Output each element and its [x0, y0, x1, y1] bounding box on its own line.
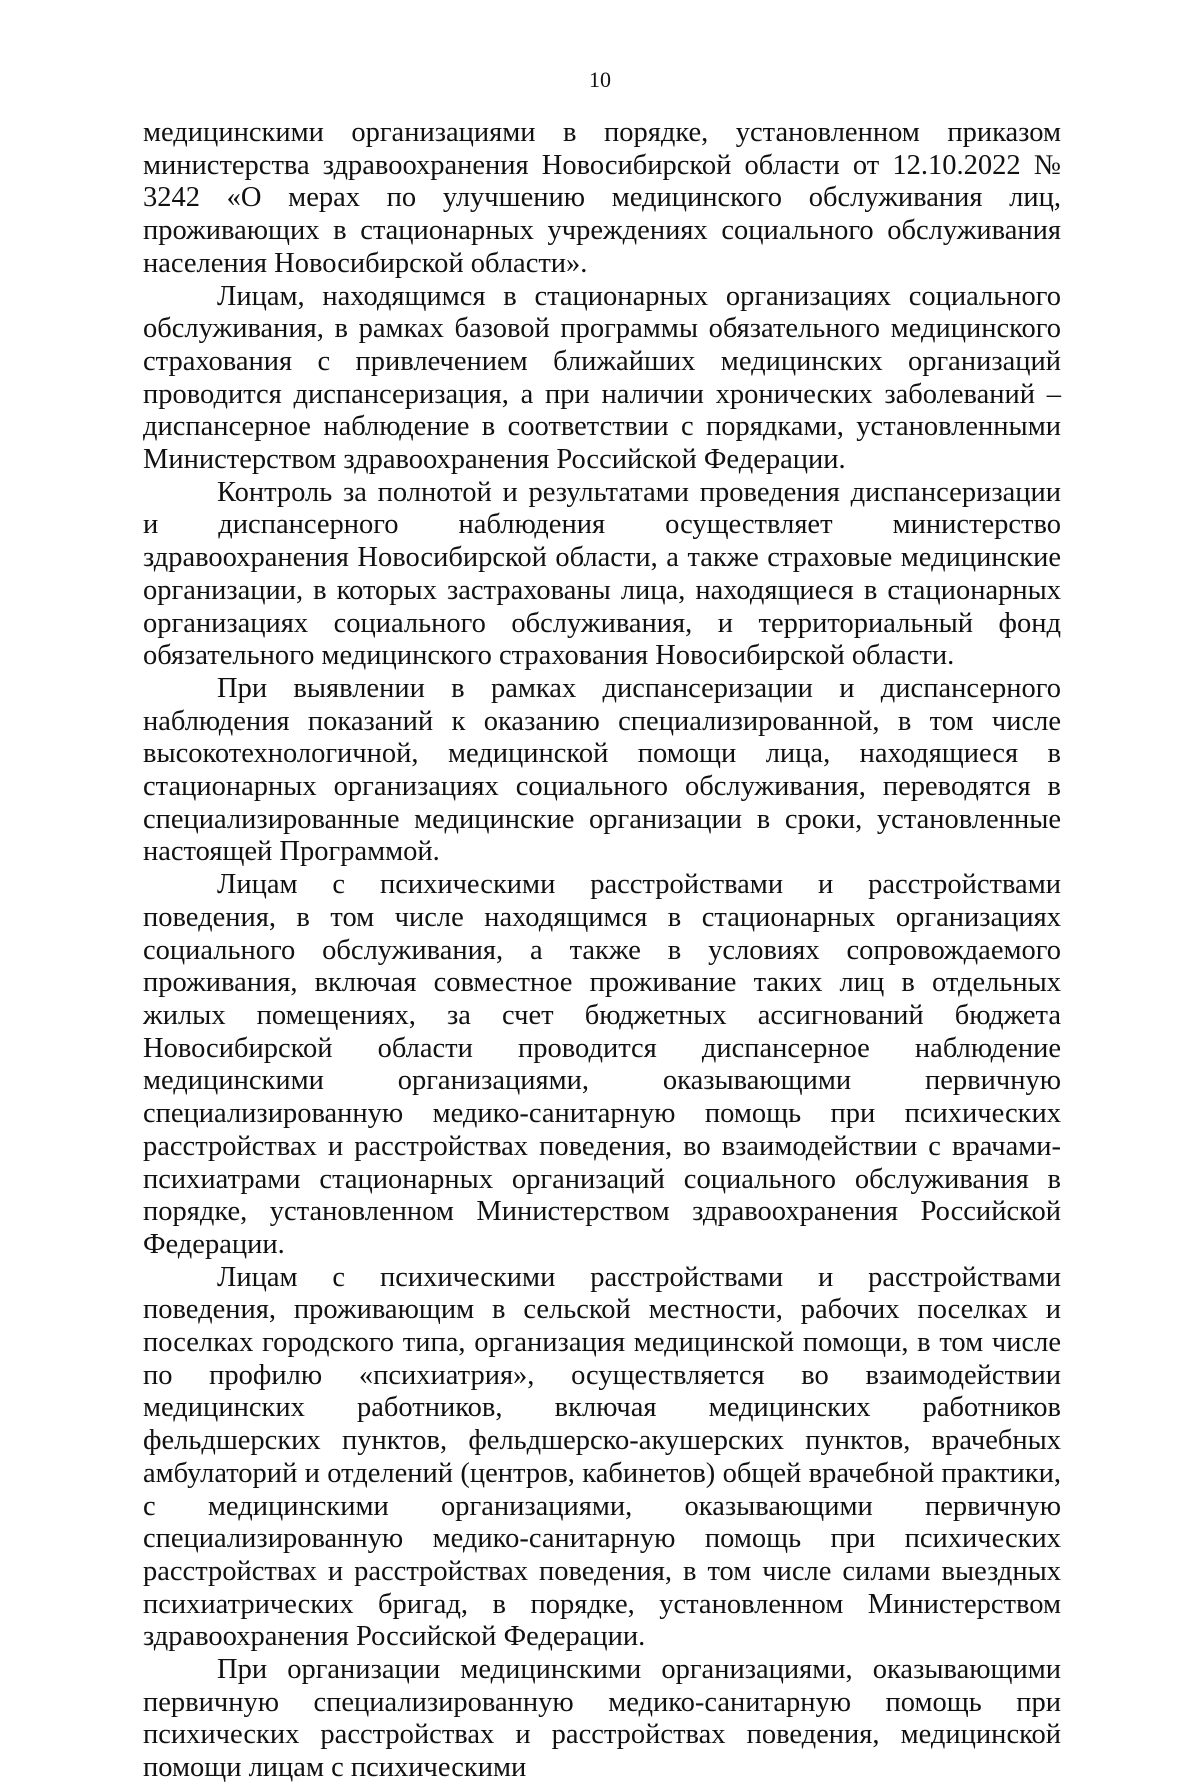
paragraph-1: медицинскими организациями в порядке, установленном приказом министерства здравоохранения Новосибирской области от 12.10.2022 № 3242 «О мерах по улучшению медицинского обслуживания лиц, проживающих в стационарных учреждениях социального обслуживания населения Новосибирской области». [143, 117, 1061, 279]
document-body [143, 117, 1061, 1785]
paragraph-3: Контроль за полнотой и результатами проведения диспансеризации и диспансерного наблюдения осуществляет министерство здравоохранения Новосибирской области, а также страховые медицинские организации, в которых застрахованы лица, находящиеся в стационарных организациях социального обслуживания, и территориальный фонд обязательного медицинского страхования Новосибирской области. [143, 476, 1061, 672]
paragraph-6: Лицам с психическими расстройствами и расстройствами поведения, проживающим в сельской местности, рабочих поселках и поселках городского типа, организация медицинской помощи, в том числе по профилю «психиатрия», осуществляется во взаимодействии медицинских работников, включая медицинских работников фельдшерских пунктов, фельдшерско-акушерских пунктов, врачебных амбулаторий и отделений (центров, кабинетов) общей врачебной практики, с медицинскими организациями, оказывающими первичную специализированную медико-санитарную помощь при психических расстройствах и расстройствах поведения, в том числе силами выездных психиатрических бригад, в порядке, установленном Министерством здравоохранения Российской Федерации. [143, 1261, 1061, 1653]
page-number: 10 [589, 67, 611, 92]
paragraph-5: Лицам с психическими расстройствами и расстройствами поведения, в том числе находящимся в стационарных организациях социального обслуживания, а также в условиях сопровождаемого проживания, включая совместное проживание таких лиц в отдельных жилых помещениях, за счет бюджетных ассигнований бюджета Новосибирской области проводится диспансерное наблюдение медицинскими организациями, оказывающими первичную специализированную медико-санитарную помощь при психических расстройствах и расстройствах поведения, во взаимодействии с врачами-психиатрами стационарных организаций социального обслуживания в порядке, установленном Министерством здравоохранения Российской Федерации. [143, 869, 1061, 1260]
paragraph-2: Лицам, находящимся в стационарных организациях социального обслуживания, в рамках базовой программы обязательного медицинского страхования с привлечением ближайших медицинских организаций проводится диспансеризация, а при наличии хронических заболеваний – диспансерное наблюдение в соответствии с порядками, установленными Министерством здравоохранения Российской Федерации. [143, 280, 1061, 476]
paragraph-4: При выявлении в рамках диспансеризации и диспансерного наблюдения показаний к оказанию специализированной, в том числе высокотехнологичной, медицинской помощи лица, находящиеся в стационарных организациях социального обслуживания, переводятся в специализированные медицинские организации в сроки, установленные настоящей Программой. [143, 672, 1061, 868]
paragraph-7: При организации медицинскими организациями, оказывающими первичную специализированную медико-санитарную помощь при психических расстройствах и расстройствах поведения, медицинской помощи лицам с психическими [143, 1654, 1061, 1784]
